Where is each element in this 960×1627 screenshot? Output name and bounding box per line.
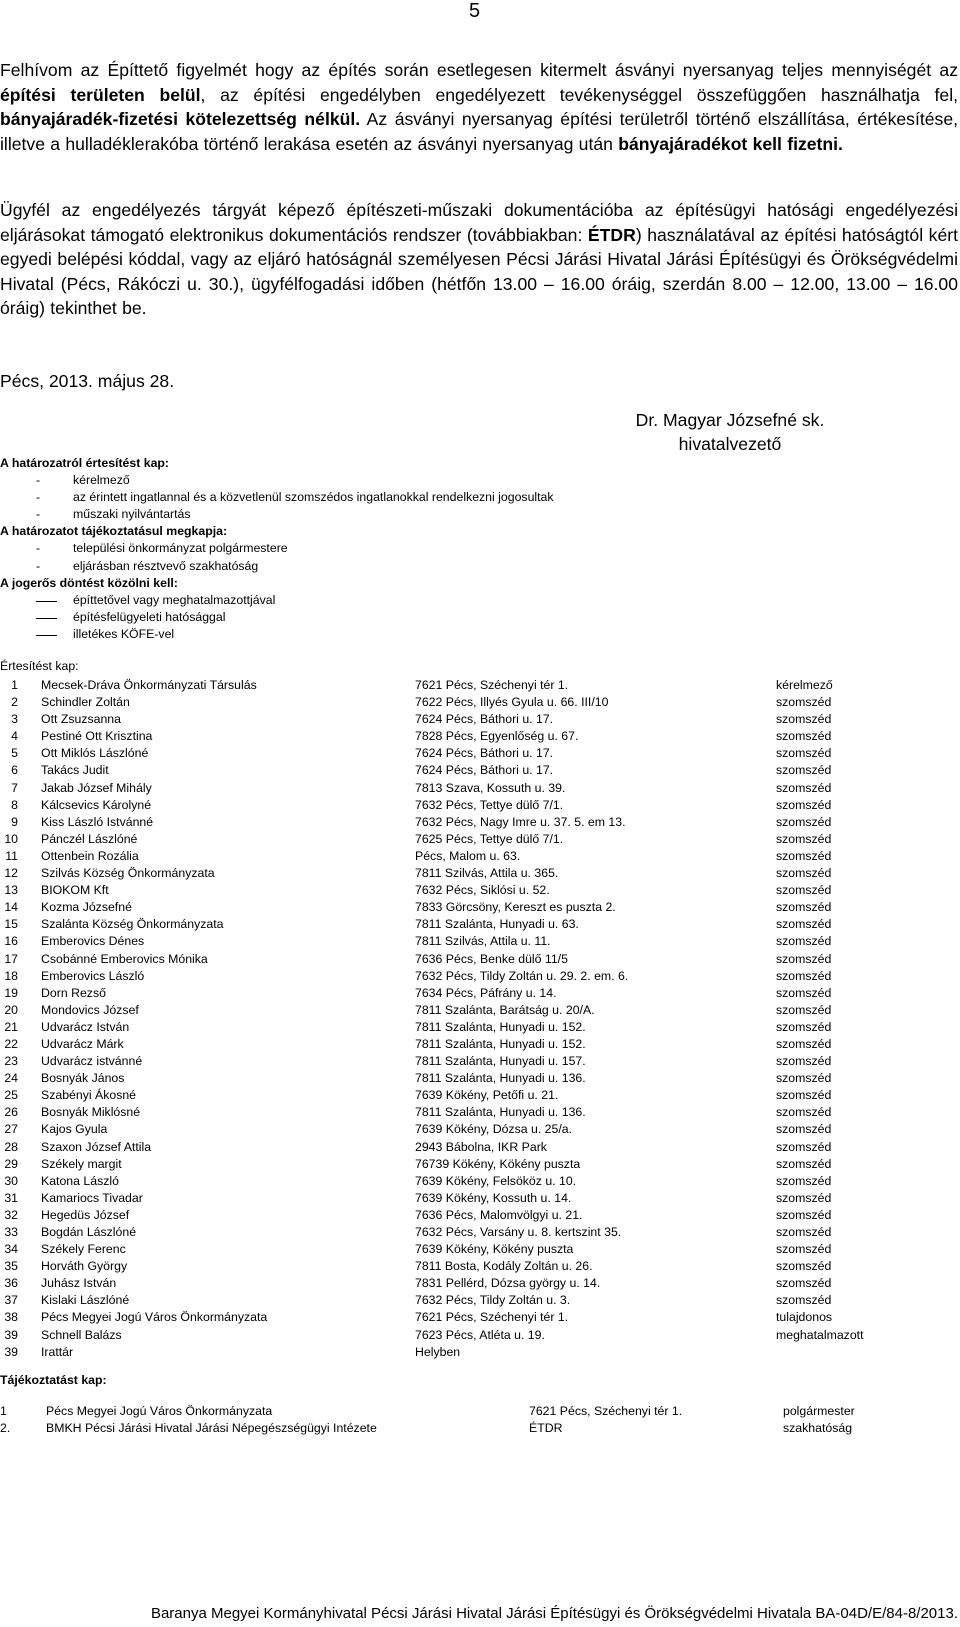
recipient-address: 7624 Pécs, Báthori u. 17. — [415, 763, 554, 778]
row-number: 38 — [4, 1310, 18, 1325]
recipient-name: Horváth György — [41, 1259, 128, 1274]
row-number: 13 — [4, 883, 18, 898]
table-row — [0, 1121, 958, 1138]
distribution-item-text: műszaki nyilvántartás — [73, 507, 191, 522]
recipient-address: 7833 Görcsöny, Kereszt es puszta 2. — [415, 900, 616, 915]
recipient-role: szomszéd — [776, 917, 832, 932]
recipient-role: szomszéd — [776, 780, 832, 795]
recipient-name: Jakab József Mihály — [41, 780, 152, 795]
paragraph-text: Ügyfél az engedélyezés tárgyát képező építészeti-műszaki dokumentációba az építésügyi hatósági engedélyezési eljárásokat támogató elektronikus dokumentációs rendszer (továbbiakban: — [0, 200, 958, 245]
row-number: 24 — [4, 1071, 18, 1086]
signatory-title: hivatalvezető — [678, 434, 782, 454]
recipient-address: 7634 Pécs, Páfrány u. 14. — [415, 985, 557, 1000]
dash-marker — [36, 601, 57, 602]
recipient-name: Szalánta Község Önkormányzata — [41, 917, 224, 932]
recipient-role: szomszéd — [776, 866, 832, 881]
recipient-role: szomszéd — [776, 968, 832, 983]
recipient-role: szomszéd — [776, 1242, 832, 1257]
recipient-address: 7625 Pécs, Tettye dülő 7/1. — [415, 831, 564, 846]
table-row — [0, 831, 958, 848]
recipient-role: szomszéd — [776, 1019, 832, 1034]
recipient-role: szakhatóság — [783, 1421, 853, 1436]
recipient-role: kérelmező — [776, 678, 833, 692]
table-row — [0, 1241, 958, 1258]
table-row — [0, 1053, 958, 1070]
recipient-role: szomszéd — [776, 1071, 832, 1086]
row-number: 17 — [4, 951, 18, 966]
recipient-name: BMKH Pécsi Járási Hivatal Járási Népegészségügyi Intézete — [46, 1421, 377, 1436]
dash-marker: - — [36, 507, 41, 522]
recipient-role: szomszéd — [776, 1156, 832, 1171]
recipient-role: szomszéd — [776, 848, 832, 863]
distribution-item — [0, 540, 958, 557]
recipient-address: 7811 Bosta, Kodály Zoltán u. 26. — [415, 1259, 593, 1274]
row-number: 3 — [11, 712, 18, 727]
recipient-role: szomszéd — [776, 1054, 832, 1069]
recipient-name: Pécs Megyei Jogú Város Önkormányzata — [46, 1404, 273, 1418]
recipient-role: szomszéd — [776, 1225, 832, 1239]
recipient-address: 7624 Pécs, Báthori u. 17. — [415, 712, 554, 727]
table-row — [0, 1224, 958, 1241]
recipient-name: Pánczél Lászlóné — [41, 831, 138, 846]
recipient-address: 7639 Kökény, Dózsa u. 25/a. — [415, 1122, 573, 1137]
row-number: 39 — [4, 1327, 18, 1342]
row-number: 12 — [4, 866, 18, 881]
recipient-address: 7811 Szilvás, Attila u. 11. — [415, 934, 551, 949]
recipient-name: Emberovics László — [41, 968, 145, 983]
recipient-role: szomszéd — [776, 1002, 832, 1017]
row-number: 39 — [4, 1344, 18, 1359]
recipient-address: 7632 Pécs, Varsány u. 8. kertszint 35. — [415, 1225, 622, 1239]
recipient-name: Kiss László Istvánné — [41, 814, 154, 829]
recipient-address: 7811 Szalánta, Hunyadi u. 136. — [415, 1071, 586, 1086]
distribution-item-text: építésfelügyeleti hatósággal — [73, 609, 226, 624]
recipient-name: Mecsek-Dráva Önkormányzati Társulás — [41, 678, 257, 692]
table-row — [0, 1156, 958, 1173]
row-number: 6 — [11, 763, 18, 778]
recipient-address: 7811 Szilvás, Attila u. 365. — [415, 866, 559, 881]
row-number: 4 — [11, 729, 18, 744]
recipient-role: szomszéd — [776, 1207, 832, 1222]
table-row — [0, 865, 958, 882]
paragraph-text: , az építési engedélyben engedélyezett tevékenységgel összefüggően használhatja fel, — [200, 84, 958, 105]
row-number: 34 — [4, 1242, 18, 1257]
table-row — [0, 745, 958, 762]
row-number: 32 — [4, 1207, 18, 1222]
table-row — [0, 797, 958, 814]
recipient-name: Schnell Balázs — [41, 1327, 122, 1342]
recipient-name: Schindler Zoltán — [41, 695, 130, 710]
row-number: 27 — [4, 1122, 18, 1137]
recipient-role: szomszéd — [776, 797, 832, 812]
table-row — [0, 694, 958, 711]
recipient-role: szomszéd — [776, 1105, 832, 1120]
recipient-address: Pécs, Malom u. 63. — [415, 848, 521, 863]
recipient-name: Kislaki Lászlóné — [41, 1293, 130, 1308]
table-row — [0, 1309, 958, 1326]
table-row — [0, 1104, 958, 1121]
row-number: 29 — [4, 1156, 18, 1171]
recipient-name: Csobánné Emberovics Mónika — [41, 951, 208, 966]
distribution-item — [0, 506, 958, 523]
table-row — [0, 882, 958, 899]
recipient-role: szomszéd — [776, 1036, 832, 1051]
row-number: 7 — [11, 780, 18, 795]
recipient-name: Udvarácz Márk — [41, 1036, 124, 1051]
row-number: 28 — [4, 1139, 18, 1154]
table-row — [0, 814, 958, 831]
distribution-item-text: eljárásban résztvevő szakhatóság — [73, 558, 259, 573]
recipient-address: 7632 Pécs, Tildy Zoltán u. 3. — [415, 1293, 571, 1308]
table-row — [0, 728, 958, 745]
recipient-name: Ott Zsuzsanna — [41, 712, 121, 727]
distribution-item-text: építtetővel vagy meghatalmazottjával — [73, 592, 276, 607]
recipient-address: 7813 Szava, Kossuth u. 39. — [415, 780, 566, 795]
row-number: 36 — [4, 1276, 18, 1291]
recipient-name: Kamariocs Tivadar — [41, 1190, 143, 1205]
recipient-name: Bosnyák János — [41, 1071, 125, 1086]
recipient-address: 2943 Bábolna, IKR Park — [415, 1139, 547, 1154]
recipient-role: szomszéd — [776, 746, 832, 761]
informed-heading: Tájékoztatást kap: — [0, 1373, 107, 1387]
row-number: 1 — [11, 678, 18, 692]
recipient-address: 7811 Szalánta, Hunyadi u. 152. — [415, 1019, 586, 1034]
table-row — [0, 677, 958, 694]
recipient-role: szomszéd — [776, 1122, 832, 1137]
recipient-address: 7639 Kökény, Kossuth u. 14. — [415, 1190, 572, 1205]
recipient-role: szomszéd — [776, 1190, 832, 1205]
row-number: 31 — [4, 1190, 18, 1205]
distribution-heading: A határozatot tájékoztatásul megkapja: — [0, 524, 228, 539]
recipient-name: Székely Ferenc — [41, 1242, 126, 1257]
row-number: 26 — [4, 1105, 18, 1120]
row-number: 14 — [4, 900, 18, 915]
table-row — [0, 916, 958, 933]
row-number: 2 — [11, 695, 18, 710]
notified-table — [0, 677, 958, 1361]
recipient-role: szomszéd — [776, 729, 832, 744]
recipient-address: 7623 Pécs, Atléta u. 19. — [415, 1327, 545, 1342]
distribution-item — [0, 592, 958, 609]
recipient-name: Hegedüs József — [41, 1207, 130, 1222]
row-number: 8 — [11, 797, 18, 812]
row-number: 30 — [4, 1173, 18, 1188]
recipient-address: 7811 Szalánta, Hunyadi u. 136. — [415, 1105, 586, 1120]
recipient-address: 7632 Pécs, Tildy Zoltán u. 29. 2. em. 6. — [415, 968, 629, 983]
recipient-name: Bogdán Lászlóné — [41, 1225, 137, 1239]
table-row — [0, 933, 958, 950]
recipient-name: Kozma Józsefné — [41, 900, 132, 915]
dash-marker — [36, 635, 57, 636]
distribution-list — [0, 455, 958, 643]
row-number: 10 — [4, 831, 18, 846]
table-row — [0, 1420, 958, 1437]
recipient-address: 7639 Kökény, Felsököz u. 10. — [415, 1173, 577, 1188]
recipient-role: szomszéd — [776, 712, 832, 727]
table-row — [0, 1207, 958, 1224]
row-number: 20 — [4, 1002, 18, 1017]
recipient-role: szomszéd — [776, 831, 832, 846]
row-number: 33 — [4, 1225, 18, 1239]
recipient-address: 7639 Kökény, Kökény puszta — [415, 1242, 574, 1257]
recipient-name: Takács Judit — [41, 763, 109, 778]
recipient-role: meghatalmazott — [776, 1327, 864, 1342]
recipient-address: 7624 Pécs, Báthori u. 17. — [415, 746, 554, 761]
table-row — [0, 1173, 958, 1190]
recipient-name: Mondovics József — [41, 1002, 139, 1017]
table-row — [0, 899, 958, 916]
row-number: 21 — [4, 1019, 18, 1034]
table-row — [0, 1036, 958, 1053]
table-row — [0, 1002, 958, 1019]
footer: Baranya Megyei Kormányhivatal Pécsi Járási Hivatal Járási Építésügyi és Örökségvédelmi Hivatala BA-04D/E/84-8/2013. — [150, 1605, 958, 1622]
row-number: 22 — [4, 1036, 18, 1051]
paragraph-text: ) használatával az építési hatóságtól kért egyedi belépési kóddal, vagy az eljáró hatóságnál személyesen Pécsi Járási Hivatal Járási Építésügyi és Örökségvédelmi Hivatal (Pécs, Rákóczi u. 30.), ügyfélfogadási időben (hétfőn 13.00 – 16.00 óráig, szerdán 8.00 – 12.00, 13.00 – 16.00 óráig) tekinthet be. — [0, 224, 959, 319]
recipient-role: szomszéd — [776, 1276, 832, 1291]
recipient-address: 7632 Pécs, Siklósi u. 52. — [415, 883, 550, 898]
recipient-address: 7622 Pécs, Illyés Gyula u. 66. III/10 — [415, 695, 609, 710]
recipient-address: 7811 Szalánta, Barátság u. 20/A. — [415, 1002, 595, 1017]
table-row — [0, 1327, 958, 1344]
recipient-address: 7636 Pécs, Benke dülő 11/5 — [415, 951, 568, 966]
recipient-address: 7811 Szalánta, Hunyadi u. 152. — [415, 1036, 586, 1051]
recipient-address: 7621 Pécs, Széchenyi tér 1. — [415, 1310, 569, 1325]
dash-marker: - — [36, 558, 41, 573]
recipient-address: ÉTDR — [529, 1421, 563, 1436]
table-row — [0, 780, 958, 797]
recipient-address: 7811 Szalánta, Hunyadi u. 63. — [415, 917, 579, 932]
row-number: 11 — [5, 848, 18, 863]
distribution-item — [0, 489, 958, 506]
recipient-address: 7621 Pécs, Széchenyi tér 1. — [529, 1404, 683, 1418]
paragraph-text: Az ásványi nyersanyag építési területről történő elszállítása, értékesítése, illetve a hulladéklerakóba történő lerakása esetén az ásványi nyersanyag után — [0, 109, 958, 154]
recipient-role: szomszéd — [776, 883, 832, 898]
dash-marker: - — [36, 490, 41, 505]
distribution-item — [0, 626, 958, 643]
dash-marker — [36, 618, 57, 619]
table-row — [0, 848, 958, 865]
emphasized-text: bányajáradék-fizetési kötelezettség nélkül. — [0, 109, 361, 130]
row-number: 15 — [4, 917, 18, 932]
distribution-heading: A jogerős döntést közölni kell: — [0, 575, 178, 590]
distribution-item — [0, 472, 958, 489]
recipient-name: Kálcsevics Károlyné — [41, 797, 152, 812]
table-row — [0, 1070, 958, 1087]
recipient-role: polgármester — [783, 1404, 855, 1418]
recipient-name: Ottenbein Rozália — [41, 848, 139, 863]
table-row — [0, 1258, 958, 1275]
recipient-name: Irattár — [41, 1344, 74, 1359]
table-row — [0, 1019, 958, 1036]
recipient-name: Udvarácz istvánné — [41, 1054, 143, 1069]
row-number: 1 — [0, 1404, 7, 1418]
distribution-item-text: az érintett ingatlannal és a közvetlenül szomszédos ingatlanokkal rendelkezni jogosultak — [73, 490, 554, 505]
recipient-name: Kajos Gyula — [41, 1122, 108, 1137]
emphasized-text: építési területen belül — [0, 84, 201, 105]
recipient-address: 7636 Pécs, Malomvölgyi u. 21. — [415, 1207, 583, 1222]
row-number: 37 — [4, 1293, 18, 1308]
recipient-address: 7632 Pécs, Tettye dülő 7/1. — [415, 797, 564, 812]
recipient-address: 7831 Pellérd, Dózsa györgy u. 14. — [415, 1276, 601, 1291]
recipient-role: szomszéd — [776, 763, 832, 778]
row-number: 9 — [11, 814, 18, 829]
recipient-address: 7621 Pécs, Széchenyi tér 1. — [415, 678, 569, 692]
page-number: 5 — [469, 0, 481, 22]
recipient-name: Szabényi Ákosné — [41, 1088, 137, 1103]
recipient-name: Pécs Megyei Jogú Város Önkormányzata — [41, 1310, 268, 1325]
recipient-address: 7811 Szalánta, Hunyadi u. 157. — [415, 1054, 586, 1069]
paragraph-mineral-resources — [0, 58, 958, 156]
recipient-role: szomszéd — [776, 1259, 832, 1274]
recipient-role: szomszéd — [776, 900, 832, 915]
recipient-role: tulajdonos — [776, 1310, 833, 1325]
paragraph-document-access — [0, 198, 958, 321]
table-row — [0, 1292, 958, 1309]
row-number: 23 — [4, 1054, 18, 1069]
recipient-role: szomszéd — [776, 951, 832, 966]
recipient-name: Székely margit — [41, 1156, 122, 1171]
distribution-heading: A határozatról értesítést kap: — [0, 456, 170, 470]
recipient-role: szomszéd — [776, 985, 832, 1000]
recipient-name: Bosnyák Miklósné — [41, 1105, 141, 1120]
recipient-address: 7828 Pécs, Egyenlőség u. 67. — [415, 729, 579, 744]
recipient-name: Szilvás Község Önkormányzata — [41, 866, 215, 881]
recipient-role: szomszéd — [776, 1139, 832, 1154]
dash-marker: - — [36, 541, 41, 556]
informed-table — [0, 1403, 958, 1437]
recipient-address: 76739 Kökény, Kökény puszta — [415, 1156, 581, 1171]
row-number: 5 — [11, 746, 18, 761]
dash-marker: - — [36, 473, 41, 488]
table-row — [0, 951, 958, 968]
table-row — [0, 1190, 958, 1207]
recipient-name: BIOKOM Kft — [41, 883, 109, 898]
recipient-role: szomszéd — [776, 695, 832, 710]
recipient-name: Udvarácz István — [41, 1019, 130, 1034]
emphasized-text: ÉTDR — [587, 224, 636, 245]
row-number: 25 — [4, 1088, 18, 1103]
table-row — [0, 1275, 958, 1292]
row-number: 2. — [0, 1421, 11, 1436]
emphasized-text: bányajáradékot kell fizetni. — [618, 133, 843, 154]
recipient-address: 7632 Pécs, Nagy Imre u. 37. 5. em 13. — [415, 814, 626, 829]
recipient-name: Szaxon József Attila — [41, 1139, 152, 1154]
row-number: 19 — [4, 985, 18, 1000]
recipient-role: szomszéd — [776, 1173, 832, 1188]
table-row — [0, 968, 958, 985]
table-row — [0, 762, 958, 779]
table-row — [0, 711, 958, 728]
table-row — [0, 1087, 958, 1104]
table-row — [0, 1403, 958, 1420]
recipient-name: Juhász István — [41, 1276, 117, 1291]
recipient-name: Pestiné Ott Krisztina — [41, 729, 153, 744]
paragraph-text: Felhívom az Építtető figyelmét hogy az építés során esetlegesen kitermelt ásványi nyersanyag teljes mennyiségét az — [0, 60, 958, 80]
recipient-name: Emberovics Dénes — [41, 934, 145, 949]
recipient-address: 7639 Kökény, Petőfi u. 21. — [415, 1088, 559, 1103]
notified-heading: Értesítést kap: — [0, 659, 79, 673]
table-row — [0, 1139, 958, 1156]
distribution-item-text: illetékes KÖFE-vel — [73, 626, 175, 641]
recipient-name: Dorn Rezső — [41, 985, 106, 1000]
table-row — [0, 985, 958, 1002]
distribution-item — [0, 609, 958, 626]
recipient-name: Katona László — [41, 1173, 119, 1188]
row-number: 35 — [4, 1259, 18, 1274]
recipient-role: szomszéd — [776, 814, 832, 829]
distribution-item-text: települési önkormányzat polgármestere — [73, 541, 288, 556]
signatory-name: Dr. Magyar Józsefné sk. — [635, 410, 825, 430]
recipient-address: Helyben — [415, 1344, 461, 1359]
row-number: 18 — [4, 968, 18, 983]
distribution-item-text: kérelmező — [73, 473, 130, 488]
distribution-item — [0, 558, 958, 575]
table-row — [0, 1344, 958, 1361]
city-date: Pécs, 2013. május 28. — [0, 371, 175, 391]
recipient-role: szomszéd — [776, 1293, 832, 1308]
recipient-name: Ott Miklós Lászlóné — [41, 746, 149, 761]
recipient-role: szomszéd — [776, 934, 832, 949]
row-number: 16 — [4, 934, 18, 949]
recipient-role: szomszéd — [776, 1088, 832, 1103]
